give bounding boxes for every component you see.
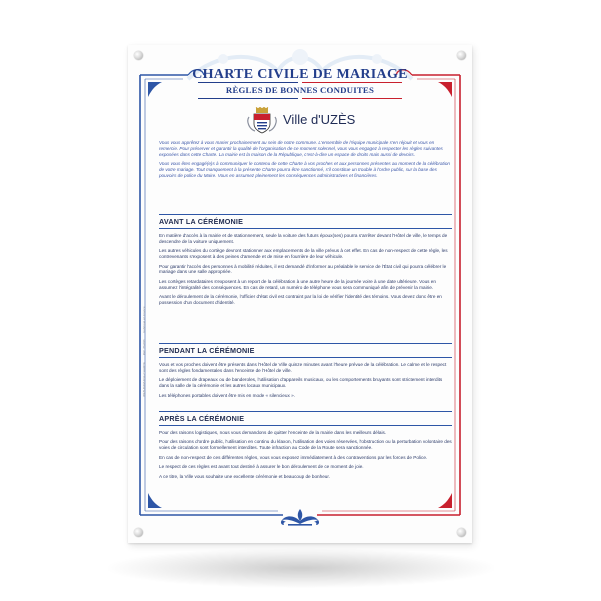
title-rule-blue [198,82,298,83]
intro-text [159,140,451,181]
charter-subtitle: RÈGLES DE BONNES CONDUITES [225,85,375,95]
section-paragraph: Avant le déroulement de la cérémonie, l'officier d'état civil est contraint par la loi de vérifier l'identité des témoins. Vous devez donc être en possession d'un document d'identité. [159,294,442,305]
subtitle-rule-blue [198,98,298,99]
section-heading: PENDANT LA CÉRÉMONIE [159,343,452,358]
section-paragraph: Le déploiement de drapeaux ou de banderoles, l'utilisation d'appareils musicaux, ou les comportements bruyants sont strictement interdits dans la salle de la cérémonie et les autres locaux municipaux. [159,377,443,389]
intro-paragraph: Vous vous êtes engagé(e)s à communiquer le contenu de cette Charte à vos proches et aux personnes présentes au moment de la célébration de votre mariage. Tout manquement à la présente Charte pourra être sanctionné, s'il constitue un trouble à l'ordre public, sur la base des pouvoirs de police du Maire. Vous en assumez pleinement les conséquences administratives et financières. [159,160,450,178]
section-paragraph: Pour des raisons d'ordre public, l'utilisation en continu du klaxon, l'utilisation des voies réservées, l'obstruction ou la perturbation volontaire des voies de circulation sont formellement interdites. Toute infraction au Code de la Route sera sanctionnée. [159,439,452,451]
plate-shadow [108,548,494,588]
section-heading: AVANT LA CÉRÉMONIE [159,214,452,229]
charter-title: CHARTE CIVILE DE MARIAGE [192,67,408,82]
reference-code: WEB-MARIAGE-CHARTE [142,362,146,397]
section-paragraph: Pour garantir l'accès des personnes à mobilité réduites, il est demandé d'informer au préalable le service de l'État civil qui pourra célébrer le mariage dans une salle appropriée. [159,263,447,275]
section-pendant [159,343,452,402]
section-paragraph: En cas de non-respect de ces différentes règles, vous vous exposez immédiatement à des contraventions par les forces de Police. [159,454,428,460]
intro-paragraph: Vous vous apprêtez à vous marier prochainement au sein de notre commune. L'ensemble de l'équipe municipale s'en réjouit et vous en remercie. Pour préserver et garantir la qualité de l'organisation de ce moment solennel, vous vous engagez à respecter les règles suivantes exposées dans cette Charte. La mairie est la maison de la République, c'est-à-dire un espace de droits mais aussi de devoirs. [159,140,443,157]
city-name: Ville d'UZÈS [283,112,356,127]
subtitle-rule-red [302,98,402,99]
section-paragraph: Le respect de ces règles est avant tout destiné à assurer le bon déroulement de ce moment de joie. [159,464,364,470]
reference-origin: Fabriqué en France [142,306,146,333]
section-paragraph: Pour des raisons logistiques, nous vous demandons de quitter l'enceinte de la mairie dans les meilleurs délais. [159,430,387,435]
section-paragraph: Les téléphones portables doivent être mis en mode « silencieux ». [159,392,295,398]
coat-of-arms-icon [247,107,277,135]
section-avant [159,214,452,309]
title-rule-red [302,82,402,83]
section-paragraph: Les cortèges retardataires s'exposent à un report de la célébration à une autre heure de la journée voire à une date ultérieure. Vous en assumez l'intégralité des conséquences. En cas de retard, un numéro de téléphone vous sera communiqué afin de prévenir la mairie. [159,278,436,290]
reference-number: Réf. 70-000 [142,339,146,356]
section-heading: APRÈS LA CÉRÉMONIE [159,411,452,426]
section-paragraph: Les autres véhicules du cortège devront stationner aux emplacements de la ville prévus à cet effet. En cas de non-respect de cette règle, les contrevenants s'exposent à des peines d'amende et de mise en fourrière de leur véhicule. [159,248,448,260]
section-paragraph: Vous et vos proches doivent être présents dans l'Hôtel de Ville quinze minutes avant l'heure prévue de la célébration. Le calme et le respect sont des règles fondamentales dans l'enceinte de l'Hôtel de ville. [159,362,447,373]
bottom-ornament-icon [278,507,322,527]
section-apres [159,411,452,483]
side-reference [142,287,146,397]
section-paragraph: A ce titre, la Ville vous souhaite une excellente cérémonie et beaucoup de bonheur. [159,473,330,479]
charter-plate [128,45,472,543]
section-paragraph: En matière d'accès à la mairie et de stationnement, seule la voiture des futurs époux(ses) pourra s'arrêter devant l'Hôtel de ville, le temps de descendre de la voiture uniquement. [159,233,448,244]
